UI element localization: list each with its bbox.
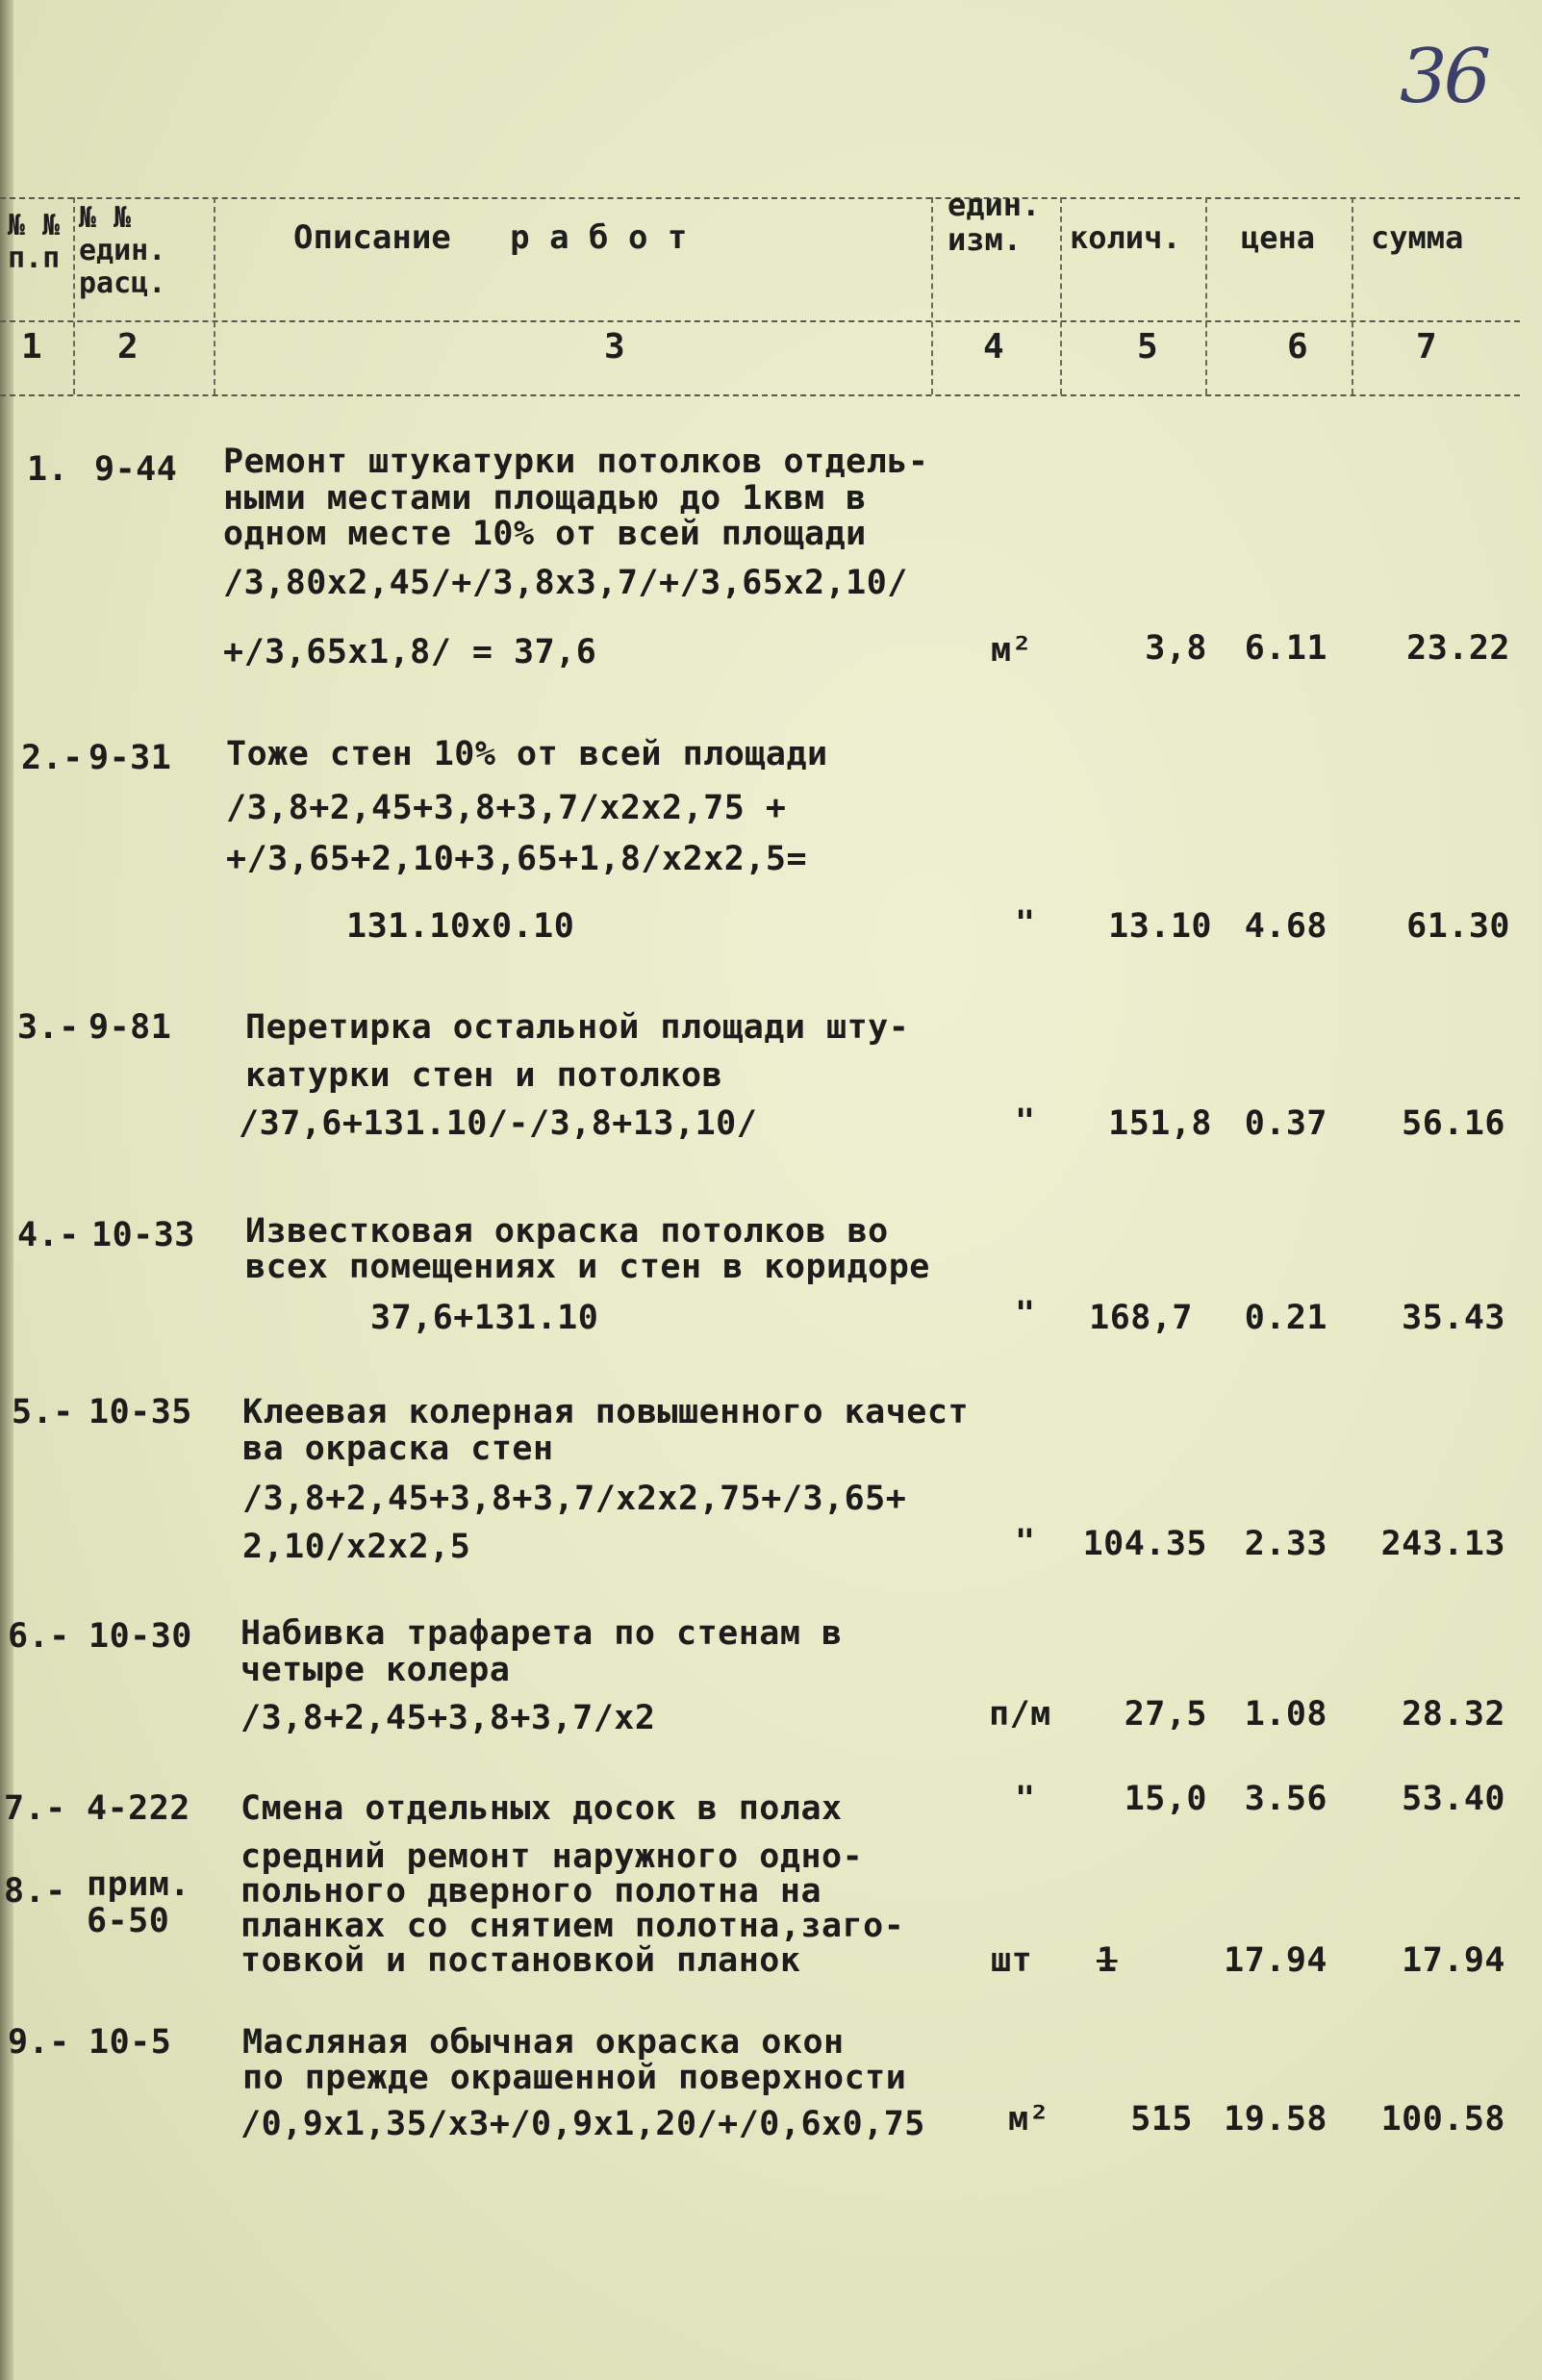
description-line: польного дверного полотна на xyxy=(240,1872,822,1911)
row-number: 6.- xyxy=(8,1617,70,1656)
column-divider xyxy=(73,197,75,394)
quantity: 151,8 xyxy=(1108,1104,1212,1143)
description-formula: /3,8+2,45+3,8+3,7/х2х2,75+/3,65+ xyxy=(242,1480,907,1518)
column-number: 1 xyxy=(21,327,42,367)
description-line: Клеевая колерная повышенного качест xyxy=(242,1393,970,1431)
rate-code: 10-35 xyxy=(88,1393,192,1431)
row-number: 8.- xyxy=(4,1872,66,1911)
sum: 61.30 xyxy=(1406,907,1510,946)
price: 3.56 xyxy=(1244,1780,1327,1818)
price: 0.37 xyxy=(1244,1104,1327,1143)
sum: 17.94 xyxy=(1402,1941,1505,1980)
sum: 100.58 xyxy=(1380,2100,1505,2139)
header-rate-number: № № един. расц. xyxy=(79,201,166,300)
price: 2.33 xyxy=(1244,1525,1327,1563)
rate-code: 4-222 xyxy=(87,1789,190,1828)
unit: " xyxy=(1015,1102,1036,1141)
header-description: Описание р а б о т xyxy=(293,218,688,257)
quantity: 15,0 xyxy=(1124,1780,1207,1818)
description-line: Набивка трафарета по стенам в xyxy=(240,1614,843,1653)
description-line: Тоже стен 10% от всей площади xyxy=(226,735,828,773)
description-formula: +/3,65х1,8/ = 37,6 xyxy=(223,633,597,671)
header-sum: сумма xyxy=(1371,219,1464,256)
column-divider xyxy=(214,197,215,394)
price: 17.94 xyxy=(1224,1941,1327,1980)
quantity: 27,5 xyxy=(1124,1695,1207,1734)
column-divider xyxy=(1060,197,1062,394)
sheet-number: 36 xyxy=(1400,34,1488,120)
sum: 28.32 xyxy=(1402,1695,1505,1734)
header-top-rule xyxy=(0,197,1520,199)
description-formula: /3,80х2,45/+/3,8х3,7/+/3,65х2,10/ xyxy=(223,564,908,602)
price: 6.11 xyxy=(1244,629,1327,668)
row-number: 4.- xyxy=(17,1216,80,1254)
column-number: 6 xyxy=(1287,327,1308,367)
quantity: 104.35 xyxy=(1082,1525,1207,1563)
description-line: Известковая окраска потолков во xyxy=(245,1212,889,1251)
description-line: товкой и постановкой планок xyxy=(240,1941,801,1980)
unit: " xyxy=(1015,1780,1036,1818)
quantity: 515 xyxy=(1130,2100,1193,2139)
description-formula: +/3,65+2,10+3,65+1,8/х2х2,5= xyxy=(226,840,808,878)
quantity: 13.10 xyxy=(1108,907,1212,946)
row-number: 2.- xyxy=(21,739,84,777)
description-line: ва окраска стен xyxy=(242,1430,554,1468)
price: 1.08 xyxy=(1244,1695,1327,1734)
unit: п/м xyxy=(989,1695,1051,1734)
description-line: Смена отдельных досок в полах xyxy=(240,1789,843,1828)
row-number: 5.- xyxy=(12,1393,74,1431)
unit: " xyxy=(1015,904,1036,943)
description-formula: /3,8+2,45+3,8+3,7/х2 xyxy=(240,1699,656,1737)
description-formula: /37,6+131.10/-/3,8+13,10/ xyxy=(239,1104,758,1143)
row-number: 1. xyxy=(27,450,69,489)
price: 4.68 xyxy=(1244,907,1327,946)
unit: " xyxy=(1015,1295,1036,1333)
unit: м² xyxy=(1008,2100,1050,2139)
description-line: Масляная обычная окраска окон xyxy=(242,2023,845,2062)
sum: 53.40 xyxy=(1402,1780,1505,1818)
row-number: 7.- xyxy=(4,1789,66,1828)
description-line: средний ремонт наружного одно- xyxy=(240,1837,864,1876)
price: 0.21 xyxy=(1244,1299,1327,1337)
unit: м² xyxy=(991,631,1033,670)
column-number: 3 xyxy=(604,327,625,367)
description-line: одном месте 10% от всей площади xyxy=(223,515,867,553)
unit: шт xyxy=(991,1941,1033,1980)
description-formula: 131.10х0.10 xyxy=(346,907,575,946)
column-number: 4 xyxy=(983,327,1004,367)
rate-code: 9-44 xyxy=(94,450,178,489)
description-formula: 37,6+131.10 xyxy=(370,1299,599,1337)
description-line: планках со снятием полотна,заго- xyxy=(240,1907,905,1945)
unit: " xyxy=(1015,1523,1036,1561)
sum: 243.13 xyxy=(1380,1525,1505,1563)
rate-code: 10-5 xyxy=(88,2023,172,2062)
column-number: 7 xyxy=(1416,327,1437,367)
rate-code: 10-30 xyxy=(88,1617,192,1656)
description-formula: 2,10/х2х2,5 xyxy=(242,1528,471,1566)
header-unit: един. изм. xyxy=(948,187,1041,258)
description-line: всех помещениях и стен в коридоре xyxy=(245,1248,930,1286)
description-formula: /3,8+2,45+3,8+3,7/х2х2,75 + xyxy=(226,789,787,827)
column-number: 5 xyxy=(1137,327,1158,367)
rate-code: 10-33 xyxy=(91,1216,195,1254)
description-line: Ремонт штукатурки потолков отдель- xyxy=(223,443,929,481)
column-numbers-rule xyxy=(0,394,1520,396)
row-number: 9.- xyxy=(8,2023,70,2062)
description-line: ными местами площадью до 1квм в xyxy=(223,479,867,518)
column-divider xyxy=(1352,197,1353,394)
rate-code: 9-81 xyxy=(88,1008,172,1047)
quantity: 3,8 xyxy=(1145,629,1207,668)
quantity: 168,7 xyxy=(1089,1299,1193,1337)
sum: 23.22 xyxy=(1406,629,1510,668)
description-line: по прежде окрашенной поверхности xyxy=(242,2059,907,2097)
description-line: Перетирка остальной площади шту- xyxy=(245,1008,910,1047)
header-quantity: колич. xyxy=(1070,219,1181,256)
header-row-number: № № п.п xyxy=(8,209,61,275)
header-bottom-rule xyxy=(0,320,1520,322)
description-formula: /0,9х1,35/х3+/0,9х1,20/+/0,6х0,75 xyxy=(240,2105,925,2143)
description-line: четыре колера xyxy=(240,1651,511,1689)
rate-code: 9-31 xyxy=(88,739,172,777)
column-divider xyxy=(931,197,933,394)
column-divider xyxy=(1205,197,1207,394)
column-number: 2 xyxy=(117,327,139,367)
sum: 35.43 xyxy=(1402,1299,1505,1337)
row-number: 3.- xyxy=(17,1008,80,1047)
header-price: цена xyxy=(1241,219,1316,256)
rate-code: прим. 6-50 xyxy=(87,1865,190,1940)
sum: 56.16 xyxy=(1402,1104,1505,1143)
description-line: катурки стен и потолков xyxy=(245,1056,723,1095)
quantity: 1 xyxy=(1097,1941,1118,1980)
price: 19.58 xyxy=(1224,2100,1327,2139)
